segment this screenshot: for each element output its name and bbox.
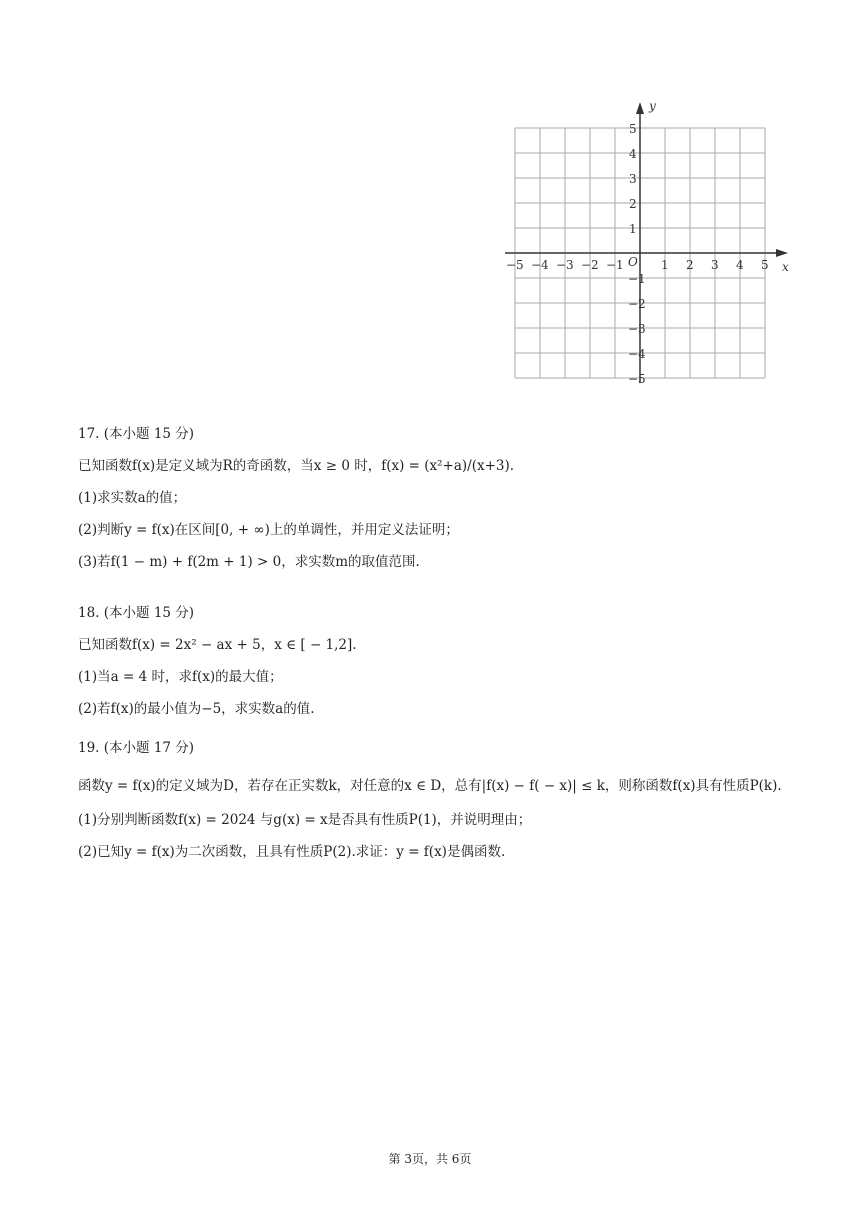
tick-label-y: −4 (628, 347, 646, 361)
tick-label-y: 1 (629, 222, 637, 236)
tick-label-x: 5 (761, 258, 769, 272)
question-part: (2)判断y = f(x)在区间[0, + ∞)上的单调性，并用定义法证明； (78, 522, 459, 538)
tick-label-y: 3 (629, 172, 637, 186)
tick-label-x: −5 (506, 258, 524, 272)
question-part: (1)当a = 4 时，求f(x)的最大值； (78, 669, 283, 685)
tick-label-y: −3 (628, 322, 646, 336)
page-footer: 第 3页，共 6页 (388, 1152, 472, 1166)
question-19 (78, 738, 798, 862)
y-axis-arrow-icon (636, 102, 644, 114)
tick-label-y: 4 (629, 147, 637, 161)
tick-labels (506, 99, 789, 386)
question-part: (3)若f(1 − m) + f(2m + 1) > 0，求实数m的取值范围. (78, 554, 420, 570)
tick-label-x: −1 (606, 258, 624, 272)
question-part: (1)求实数a的值； (78, 490, 187, 506)
origin-label: O (628, 255, 638, 269)
tick-label-x: 4 (736, 258, 744, 272)
question-stem: 已知函数f(x) = 2x² − ax + 5，x ∈ [ − 1,2]. (78, 637, 357, 653)
question-stem: 已知函数f(x)是定义域为R的奇函数，当x ≥ 0 时，f(x) = (x²+a)/(x+3). (78, 458, 515, 474)
axes (505, 102, 788, 383)
tick-label-y: 5 (629, 122, 637, 136)
tick-label-y: 2 (629, 197, 637, 211)
tick-label-x: 3 (711, 258, 719, 272)
question-header: 18. (本小题 15 分) (78, 605, 195, 621)
question-part: (1)分别判断函数f(x) = 2024 与g(x) = x是否具有性质P(1)，并说明理由； (78, 812, 532, 828)
question-header: 19. (本小题 17 分) (78, 740, 195, 756)
axis-label-y: y (649, 99, 656, 113)
question-18 (78, 603, 798, 719)
x-axis-arrow-icon (776, 249, 788, 257)
tick-label-x: −2 (581, 258, 599, 272)
tick-label-y: −2 (628, 297, 646, 311)
axis-label-x: x (782, 260, 789, 274)
question-stem: 函数y = f(x)的定义域为D，若存在正实数k，对任意的x ∈ D，总有|f(x) − f( − x)| ≤ k，则称函数f(x)具有性质P(k). (78, 778, 782, 794)
tick-label-x: 2 (686, 258, 694, 272)
tick-label-y: −5 (628, 372, 646, 386)
coordinate-grid-figure (500, 98, 800, 388)
tick-label-x: −3 (556, 258, 574, 272)
question-part: (2)若f(x)的最小值为−5，求实数a的值. (78, 701, 315, 717)
question-part: (2)已知y = f(x)为二次函数，且具有性质P(2).求证：y = f(x)是偶函数. (78, 844, 506, 860)
question-header: 17. (本小题 15 分) (78, 426, 195, 442)
tick-label-x: 1 (661, 258, 669, 272)
question-17 (78, 424, 798, 572)
tick-label-y: −1 (628, 272, 646, 286)
tick-label-x: −4 (531, 258, 549, 272)
